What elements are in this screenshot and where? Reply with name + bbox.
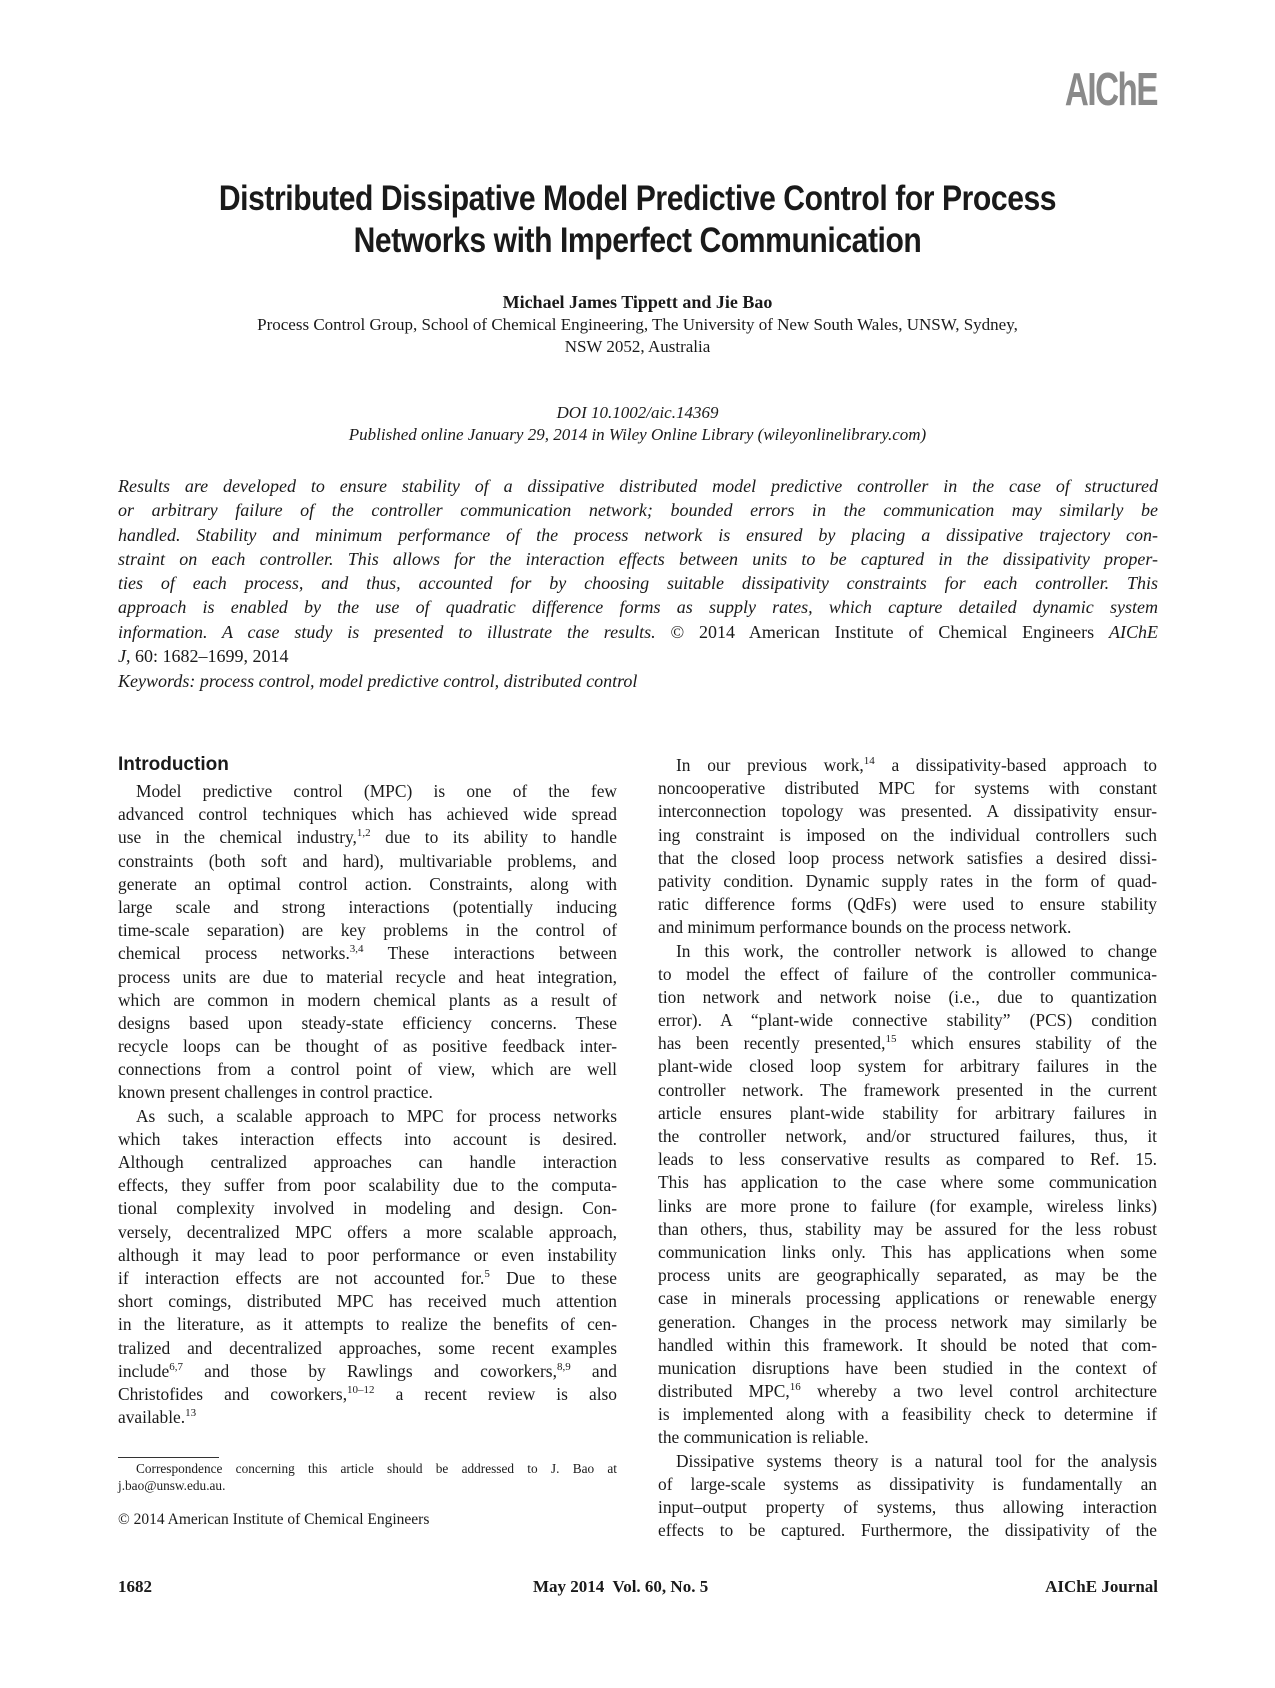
text-run: tional complexity involved in modeling and design. Con- xyxy=(118,1198,617,1219)
page-number: 1682 xyxy=(118,1577,152,1596)
text-line xyxy=(118,1244,617,1267)
text-run: include xyxy=(118,1360,170,1381)
text-run: controller network. The framework presented in the current xyxy=(658,1079,1157,1100)
text-run: plant-wide closed loop system for arbitrary failures in the xyxy=(658,1056,1157,1077)
text-run: the communication is reliable. xyxy=(658,1427,869,1448)
text-run: time-scale separation) are key problems in the control of xyxy=(118,920,617,941)
text-run: interconnection topology was presented. A dissipativity ensur- xyxy=(658,801,1157,822)
text-run: Although centralized approaches can handle interaction xyxy=(118,1152,617,1172)
text-run: Christofides and coworkers, xyxy=(118,1383,348,1404)
right-column xyxy=(658,754,1157,1542)
footnote-rule xyxy=(118,1457,219,1458)
footnote xyxy=(118,1460,617,1494)
text-line xyxy=(658,1450,1157,1473)
text-run: noncooperative distributed MPC for systems with constant xyxy=(658,778,1157,799)
text-run: communication links only. This has applications when some xyxy=(658,1241,1157,1262)
abstract-line: or arbitrary failure of the controller communication network; bounded errors in the communication may similarly be xyxy=(118,500,1158,521)
text-line xyxy=(658,1218,1157,1241)
published-online: Published online January 29, 2014 in Wiley Online Library (wileyonlinelibrary.com) xyxy=(348,425,927,444)
text-run: and those by Rawlings and coworkers, xyxy=(182,1360,557,1381)
text-line xyxy=(658,1195,1157,1218)
text-line xyxy=(118,942,617,965)
left-column xyxy=(118,780,617,1429)
text-run: input–output property of systems, thus allowing interaction xyxy=(658,1497,1157,1517)
text-run: handled within this framework. It should be noted that com- xyxy=(658,1334,1157,1355)
publication-info xyxy=(120,402,1155,446)
text-run: known present challenges in control practice. xyxy=(118,1082,433,1103)
text-line xyxy=(118,1360,617,1383)
text-line xyxy=(118,1151,617,1174)
text-line xyxy=(658,1171,1157,1194)
text-run: process units are due to material recycle and heat integration, xyxy=(118,966,617,987)
text-run: pativity condition. Dynamic supply rates in the form of quad- xyxy=(658,870,1157,891)
text-line xyxy=(118,919,617,942)
text-line xyxy=(658,1287,1157,1310)
text-line xyxy=(118,1035,617,1058)
text-line xyxy=(118,873,617,896)
copyright: © 2014 American Institute of Chemical Engineers xyxy=(118,1511,430,1528)
text-run: a recent review is also xyxy=(374,1383,617,1404)
text-line xyxy=(658,824,1157,847)
text-run: effects, they suffer from poor scalability due to the computa- xyxy=(118,1175,617,1196)
doi: DOI 10.1002/aic.14369 xyxy=(556,403,719,422)
text-run: advanced control techniques which has achieved wide spread xyxy=(118,804,617,825)
text-line xyxy=(118,780,617,803)
text-run: has been recently presented, xyxy=(658,1033,886,1054)
abstract-line: Results are developed to ensure stability of a dissipative distributed model predictive controller in the case of structured xyxy=(118,476,1158,496)
citation-ref: 14 xyxy=(863,755,875,767)
text-line xyxy=(658,1519,1157,1542)
text-line xyxy=(658,1311,1157,1334)
text-line xyxy=(658,1148,1157,1171)
paper-title xyxy=(192,178,1082,262)
text-run: and xyxy=(570,1360,617,1381)
text-line xyxy=(658,1403,1157,1426)
text-line xyxy=(658,1102,1157,1125)
text-run: effects to be captured. Furthermore, the dissipativity of the xyxy=(658,1520,1157,1541)
text-line xyxy=(118,803,617,826)
abstract-text: information. A case study is presented to illustrate the results. xyxy=(118,621,656,642)
journal-logo: AIChE xyxy=(1064,63,1157,115)
text-line xyxy=(118,1081,617,1104)
text-run: Dissipative systems theory is a natural tool for the analysis xyxy=(676,1450,1157,1471)
text-line xyxy=(118,1174,617,1197)
text-run: which are common in modern chemical plants as a result of xyxy=(118,989,617,1010)
text-run: in the literature, as it attempts to realize the benefits of cen- xyxy=(118,1314,617,1335)
text-run: is implemented along with a feasibility check to determine if xyxy=(658,1404,1157,1425)
text-line xyxy=(118,1012,617,1035)
text-line xyxy=(118,1337,617,1360)
text-run: chemical process networks. xyxy=(118,943,350,964)
text-run: As such, a scalable approach to MPC for process networks xyxy=(136,1105,617,1126)
text-run: short comings, distributed MPC has received much attention xyxy=(118,1291,617,1312)
text-line xyxy=(118,1406,617,1429)
text-line xyxy=(658,940,1157,963)
text-line xyxy=(658,1125,1157,1148)
journal-name: AIChE Journal xyxy=(1045,1577,1158,1596)
text-line xyxy=(118,850,617,873)
text-line xyxy=(658,777,1157,800)
abstract-line: handled. Stability and minimum performance of the process network is ensured by placing a dissipative trajectory con- xyxy=(118,524,1158,545)
keywords: Keywords: process control, model predictive control, distributed control xyxy=(118,671,638,691)
text-line xyxy=(118,896,617,919)
text-run: article ensures plant-wide stability for arbitrary failures in xyxy=(658,1102,1157,1123)
text-run: use in the chemical industry, xyxy=(118,827,357,848)
text-line xyxy=(658,1496,1157,1519)
affiliation xyxy=(120,314,1155,358)
text-run: designs based upon steady-state efficiency concerns. These xyxy=(118,1012,617,1033)
citation-ref: 15 xyxy=(885,1033,897,1046)
abstract-line: straint on each controller. This allows for the interaction effects between units to be captured in the dissipativity proper- xyxy=(118,548,1158,569)
text-line xyxy=(118,1197,617,1220)
text-line xyxy=(658,1032,1157,1055)
text-run: large scale and strong interactions (potentially inducing xyxy=(118,896,617,917)
abstract-journal: J xyxy=(118,646,126,667)
citation-ref: 3,4 xyxy=(349,943,364,956)
title-line: Networks with Imperfect Communication xyxy=(353,221,922,260)
text-line xyxy=(658,1241,1157,1264)
text-line xyxy=(658,1357,1157,1380)
citation-ref: 13 xyxy=(185,1407,197,1420)
affiliation-line: NSW 2052, Australia xyxy=(564,337,711,356)
footnote-line: j.bao@unsw.edu.au. xyxy=(118,1478,226,1493)
abstract-citation: , 60: 1682–1699, 2014 xyxy=(126,646,289,667)
text-line xyxy=(658,1079,1157,1102)
abstract-line: ties of each process, and thus, accounted for by choosing suitable dissipativity constraints for each controller. This xyxy=(118,573,1158,594)
text-run: Model predictive control (MPC) is one of the few xyxy=(136,781,617,801)
abstract-line xyxy=(118,620,1158,644)
text-run: error). A “plant-wide connective stability” (PCS) condition xyxy=(658,1010,1157,1031)
text-run: available. xyxy=(118,1407,186,1428)
text-run: generate an optimal control action. Constraints, along with xyxy=(118,873,617,894)
text-run: due to its ability to handle xyxy=(370,827,617,848)
text-run: of large-scale systems as dissipativity is fundamentally an xyxy=(658,1473,1157,1494)
text-run: although it may lead to poor performance or even instability xyxy=(118,1244,617,1265)
text-line xyxy=(658,1055,1157,1078)
text-run: These interactions between xyxy=(363,943,617,964)
text-line xyxy=(118,966,617,989)
text-run: than others, thus, stability may be assured for the less robust xyxy=(658,1218,1157,1239)
authors: Michael James Tippett and Jie Bao xyxy=(502,292,773,312)
text-run: if interaction effects are not accounted for. xyxy=(118,1267,485,1288)
text-run: ratic difference forms (QdFs) were used to ensure stability xyxy=(658,894,1157,915)
text-line xyxy=(658,1473,1157,1496)
text-line xyxy=(118,1058,617,1081)
text-line xyxy=(658,893,1157,916)
abstract-line xyxy=(118,644,1158,668)
text-line xyxy=(658,847,1157,870)
text-run: generation. Changes in the process network may similarly be xyxy=(658,1311,1157,1332)
text-run: which takes interaction effects into account is desired. xyxy=(118,1128,617,1149)
text-line xyxy=(658,870,1157,893)
text-line xyxy=(118,989,617,1012)
text-line xyxy=(118,826,617,849)
text-run: that the closed loop process network satisfies a desired dissi- xyxy=(658,847,1157,868)
text-run: links are more prone to failure (for example, wireless links) xyxy=(658,1195,1157,1216)
text-run: In our previous work, xyxy=(676,755,864,775)
text-line xyxy=(118,1128,617,1151)
abstract-copyright: © 2014 American Institute of Chemical Engineers xyxy=(655,621,1109,642)
text-run: versely, decentralized MPC offers a more scalable approach, xyxy=(118,1221,617,1242)
text-run: tralized and decentralized approaches, some recent examples xyxy=(118,1337,617,1358)
text-run: a dissipativity-based approach to xyxy=(874,755,1157,775)
text-run: Due to these xyxy=(489,1267,617,1288)
abstract-journal: AIChE xyxy=(1109,621,1158,642)
abstract xyxy=(118,474,1158,668)
text-run: In this work, the controller network is allowed to change xyxy=(676,940,1157,961)
title-line: Distributed Dissipative Model Predictive Control for Process xyxy=(218,179,1057,218)
text-line xyxy=(118,1267,617,1290)
section-heading-introduction: Introduction xyxy=(118,754,229,775)
text-run: distributed MPC, xyxy=(658,1381,790,1402)
text-line xyxy=(658,1334,1157,1357)
affiliation-line: Process Control Group, School of Chemical Engineering, The University of New South Wales, UNSW, Sydney, xyxy=(257,315,1018,334)
text-run: tion network and network noise (i.e., due to quantization xyxy=(658,986,1157,1007)
citation-ref: 1,2 xyxy=(356,827,371,840)
text-run: This has application to the case where some communication xyxy=(658,1172,1157,1193)
citation-ref: 8,9 xyxy=(556,1360,571,1373)
text-run: munication disruptions have been studied in the context of xyxy=(658,1357,1157,1378)
text-line xyxy=(118,1290,617,1313)
text-line xyxy=(658,1380,1157,1403)
citation-ref: 5 xyxy=(484,1267,490,1280)
text-line xyxy=(118,1105,617,1128)
text-line xyxy=(658,963,1157,986)
abstract-line: approach is enabled by the use of quadratic difference forms as supply rates, which capture detailed dynamic system xyxy=(118,597,1158,618)
text-line xyxy=(658,986,1157,1009)
text-run: and minimum performance bounds on the process network. xyxy=(658,917,1072,938)
text-run: recycle loops can be thought of as positive feedback inter- xyxy=(118,1036,617,1057)
text-line xyxy=(658,800,1157,823)
text-run: process units are geographically separated, as may be the xyxy=(658,1265,1157,1286)
text-run: which ensures stability of the xyxy=(896,1033,1157,1054)
text-line xyxy=(658,754,1157,777)
citation-ref: 6,7 xyxy=(169,1360,183,1373)
text-line xyxy=(118,1383,617,1406)
text-line xyxy=(658,1264,1157,1287)
citation-ref: 16 xyxy=(789,1381,801,1394)
text-run: whereby a two level control architecture xyxy=(800,1381,1157,1402)
text-run: leads to less conservative results as compared to Ref. 15. xyxy=(658,1149,1157,1170)
text-run: ing constraint is imposed on the individual controllers such xyxy=(658,824,1157,845)
text-run: the controller network, and/or structured failures, thus, it xyxy=(658,1126,1157,1146)
text-run: case in minerals processing applications or renewable energy xyxy=(658,1288,1157,1309)
text-line xyxy=(658,1426,1157,1449)
footnote-line: Correspondence concerning this article should be addressed to J. Bao at xyxy=(136,1461,617,1476)
text-run: constraints (both soft and hard), multivariable problems, and xyxy=(118,850,617,871)
text-line xyxy=(118,1313,617,1336)
text-line xyxy=(658,916,1157,939)
text-run: to model the effect of failure of the controller communica- xyxy=(658,963,1157,984)
text-run: connections from a control point of view, which are well xyxy=(118,1059,617,1080)
issue-info: May 2014 Vol. 60, No. 5 xyxy=(533,1577,709,1596)
text-line xyxy=(658,1009,1157,1032)
text-line xyxy=(118,1221,617,1244)
citation-ref: 10–12 xyxy=(347,1383,375,1396)
